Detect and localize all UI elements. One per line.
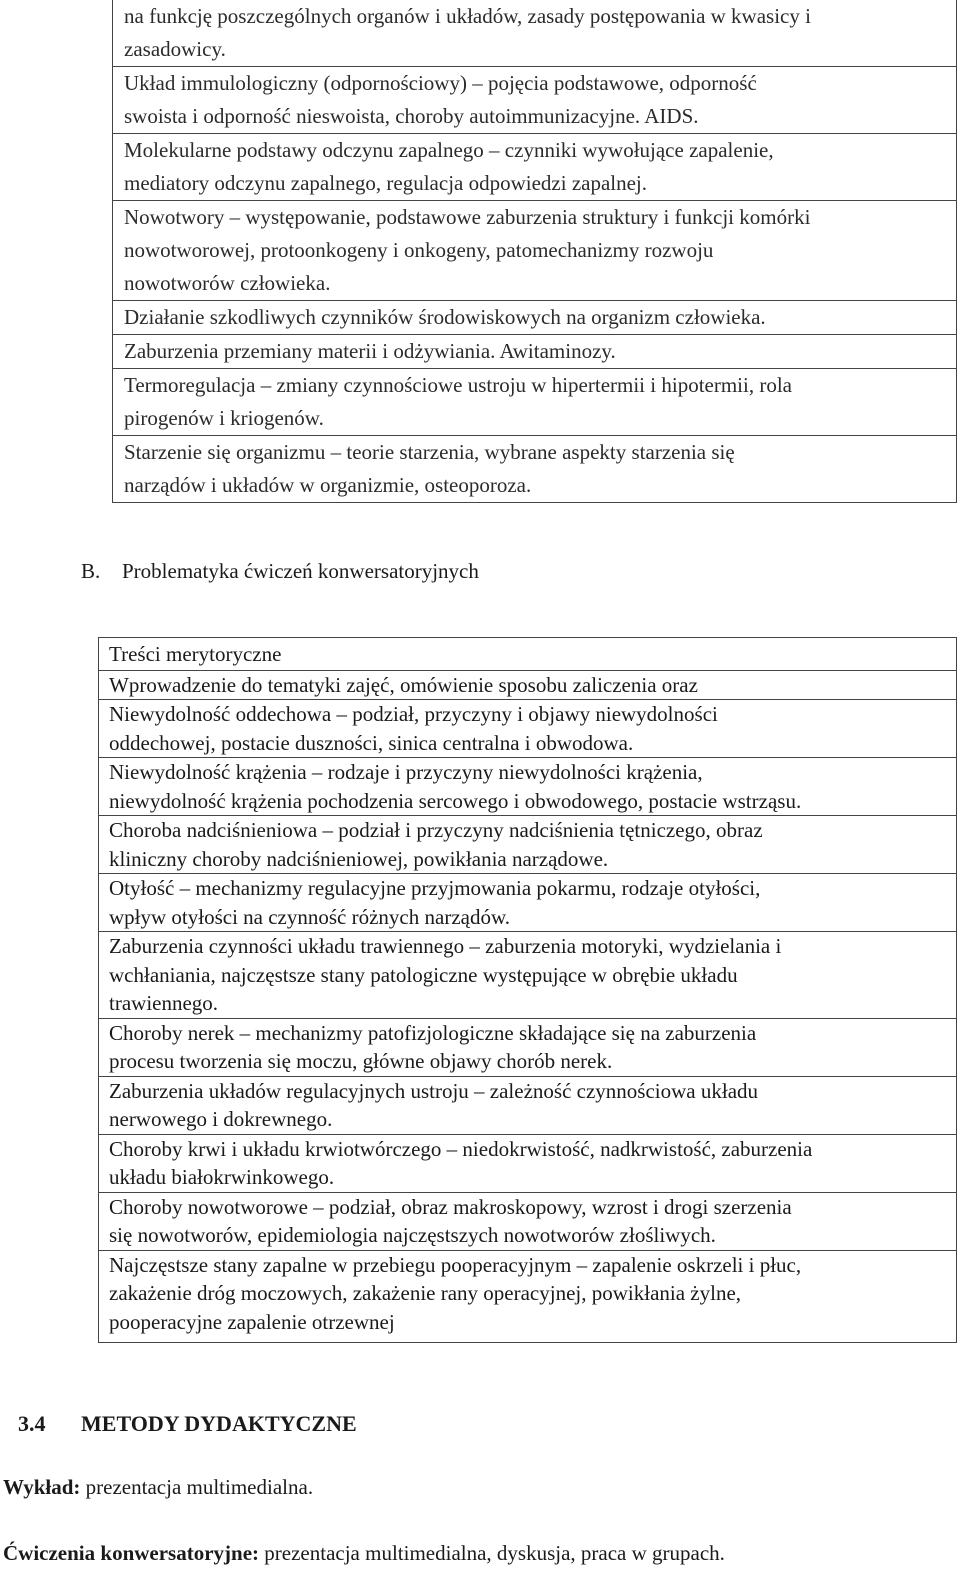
exercises-text: prezentacja multimedialna, dyskusja, praca w grupach. — [264, 1541, 725, 1565]
cell-line: Choroby nerek – mechanizmy patofizjologiczne składające się na zaburzenia — [109, 1020, 757, 1045]
table-row — [99, 670, 957, 700]
cell-line: zakażenie dróg moczowych, zakażenie rany operacyjnej, powikłania żylne, — [109, 1281, 742, 1305]
topics-table-body — [113, 0, 957, 503]
table-cell — [99, 1076, 957, 1134]
cell-line: pirogenów i kriogenów. — [124, 406, 324, 430]
cell-line: niewydolność krążenia pochodzenia sercowego i obwodowego, postacie wstrząsu. — [109, 788, 802, 813]
cell-line: Zaburzenia czynności układu trawiennego – zaburzenia motoryki, wydzielania i — [109, 934, 782, 958]
table-row — [99, 932, 957, 1019]
table-header-row — [99, 638, 957, 671]
table-cell — [113, 301, 957, 335]
lecture-text: prezentacja multimedialna. — [85, 1475, 314, 1499]
table-cell — [99, 1192, 957, 1250]
table-cell — [99, 1250, 957, 1343]
cell-line: Nowotwory – występowanie, podstawowe zaburzenia struktury i funkcji komórki — [124, 205, 811, 229]
table-row — [99, 1018, 957, 1076]
table-cell — [113, 436, 957, 503]
cell-line: Molekularne podstawy odczynu zapalnego – czynniki wywołujące zapalenie, — [124, 138, 774, 162]
cell-line: Starzenie się organizmu – teorie starzenia, wybrane aspekty starzenia się — [124, 440, 735, 464]
exercise-topics-body — [99, 638, 957, 1343]
cell-line: Najczęstsze stany zapalne w przebiegu pooperacyjnym – zapalenie oskrzeli i płuc, — [109, 1252, 802, 1277]
cell-line: trawiennego. — [109, 991, 219, 1015]
cell-line: się nowotworów, epidemiologia najczęstszych nowotworów złośliwych. — [109, 1223, 716, 1247]
exercises-label: Ćwiczenia konwersatoryjne: — [3, 1541, 260, 1565]
table-cell — [113, 335, 957, 369]
cell-line: pooperacyjne zapalenie otrzewnej — [109, 1309, 395, 1334]
table-header-cell: Treści merytoryczne — [99, 638, 957, 671]
cell-line: mediatory odczynu zapalnego, regulacja odpowiedzi zapalnej. — [124, 171, 648, 195]
table-row — [99, 758, 957, 816]
table-cell — [113, 67, 957, 134]
exercises-method — [3, 1538, 725, 1568]
cell-line: Choroby nowotworowe – podział, obraz makroskopowy, wzrost i drogi szerzenia — [109, 1194, 792, 1219]
section-number: 3.4 — [18, 1411, 46, 1436]
cell-line: na funkcję poszczególnych organów i układów, zasady postępowania w kwasicy i — [124, 4, 811, 28]
table-cell — [99, 758, 957, 816]
table-cell — [113, 201, 957, 301]
table-row — [99, 1134, 957, 1192]
table-row — [99, 700, 957, 758]
cell-line: wchłaniania, najczęstsze stany patologiczne występujące w obrębie układu — [109, 962, 738, 987]
cell-line: Wprowadzenie do tematyki zajęć, omówienie sposobu zaliczenia oraz — [109, 672, 698, 697]
table-row — [113, 436, 957, 503]
section-3-4-heading — [18, 1409, 357, 1439]
table-cell — [99, 932, 957, 1019]
table-cell — [113, 0, 957, 67]
cell-line: Niewydolność oddechowa – podział, przyczyny i objawy niewydolności — [109, 702, 718, 726]
cell-line: Zaburzenia układów regulacyjnych ustroju – zależność czynnościowa układu — [109, 1078, 759, 1103]
cell-line: nerwowego i dokrewnego. — [109, 1107, 333, 1131]
table-cell — [99, 1018, 957, 1076]
cell-line: zasadowicy. — [124, 37, 226, 61]
section-b-heading — [81, 556, 479, 586]
cell-line: Niewydolność krążenia – rodzaje i przyczyny niewydolności krążenia, — [109, 760, 703, 784]
cell-line: Zaburzenia przemiany materii i odżywiania. Awitaminozy. — [124, 339, 616, 363]
cell-line: Otyłość – mechanizmy regulacyjne przyjmowania pokarmu, rodzaje otyłości, — [109, 876, 761, 900]
table-row — [113, 0, 957, 67]
cell-line: Choroby krwi i układu krwiotwórczego – niedokrwistość, nadkrwistość, zaburzenia — [109, 1136, 813, 1161]
table-row — [99, 816, 957, 874]
cell-line: Termoregulacja – zmiany czynnościowe ustroju w hipertermii i hipotermii, rola — [124, 373, 792, 397]
table-cell — [113, 369, 957, 436]
cell-line: Układ immulologiczny (odpornościowy) – pojęcia podstawowe, odporność — [124, 71, 757, 95]
table-cell — [99, 700, 957, 758]
cell-line: procesu tworzenia się moczu, główne objawy chorób nerek. — [109, 1049, 613, 1073]
lecture-method — [3, 1472, 313, 1502]
table-row — [113, 134, 957, 201]
cell-line: wpływ otyłości na czynność różnych narządów. — [109, 904, 511, 929]
section-b-letter: B. — [81, 559, 101, 583]
table-cell — [99, 874, 957, 932]
exercise-topics-table — [98, 637, 957, 1343]
lecture-label: Wykład: — [3, 1475, 81, 1499]
topics-table-continued — [112, 0, 957, 503]
section-title: METODY DYDAKTYCZNE — [81, 1411, 357, 1436]
table-row — [113, 369, 957, 436]
section-b-title: Problematyka ćwiczeń konwersatoryjnych — [122, 559, 479, 583]
cell-line: oddechowej, postacie duszności, sinica centralna i obwodowa. — [109, 730, 634, 755]
cell-line: Działanie szkodliwych czynników środowiskowych na organizm człowieka. — [124, 305, 766, 329]
cell-line: nowotworowej, protoonkogeny i onkogeny, patomechanizmy rozwoju — [124, 238, 714, 262]
cell-line: kliniczny choroby nadciśnieniowej, powikłania narządowe. — [109, 846, 609, 871]
table-cell — [99, 1134, 957, 1192]
table-row — [99, 874, 957, 932]
table-row — [99, 1250, 957, 1343]
table-cell — [99, 670, 957, 700]
cell-line: narządów i układów w organizmie, osteoporoza. — [124, 473, 532, 497]
cell-line: Choroba nadciśnieniowa – podział i przyczyny nadciśnienia tętniczego, obraz — [109, 818, 763, 842]
table-row — [113, 335, 957, 369]
cell-line: swoista i odporność nieswoista, choroby autoimmunizacyjne. AIDS. — [124, 104, 699, 128]
table-cell — [99, 816, 957, 874]
cell-line: układu białokrwinkowego. — [109, 1165, 335, 1189]
table-row — [99, 1076, 957, 1134]
cell-line: nowotworów człowieka. — [124, 271, 331, 295]
table-cell — [113, 134, 957, 201]
table-row — [113, 201, 957, 301]
table-row — [113, 67, 957, 134]
table-row — [99, 1192, 957, 1250]
table-row — [113, 301, 957, 335]
